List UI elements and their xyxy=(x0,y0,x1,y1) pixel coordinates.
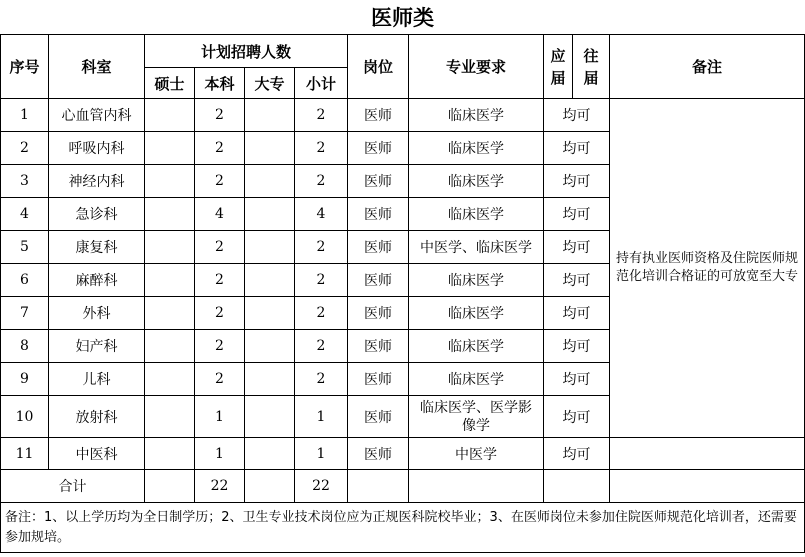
row-seq: 1 xyxy=(1,99,49,132)
row-major: 临床医学 xyxy=(409,264,544,297)
row-master xyxy=(145,297,195,330)
row-grad: 均可 xyxy=(544,198,610,231)
row-college xyxy=(245,330,295,363)
row-college xyxy=(245,396,295,438)
row-master xyxy=(145,198,195,231)
total-subtotal: 22 xyxy=(295,470,348,503)
row-master xyxy=(145,396,195,438)
row-dept: 外科 xyxy=(49,297,145,330)
header-past-bottom: 届 xyxy=(583,68,599,87)
row-grad: 均可 xyxy=(544,330,610,363)
row-bachelor: 2 xyxy=(195,165,245,198)
header-plan: 计划招聘人数 xyxy=(145,35,348,68)
row-dept: 妇产科 xyxy=(49,330,145,363)
row-major: 临床医学 xyxy=(409,297,544,330)
row-seq: 6 xyxy=(1,264,49,297)
row-seq: 9 xyxy=(1,363,49,396)
table-row xyxy=(1,99,805,132)
total-remark xyxy=(610,470,805,503)
header-dept: 科室 xyxy=(49,35,145,99)
row-seq: 7 xyxy=(1,297,49,330)
row-subtotal: 2 xyxy=(295,264,348,297)
row-subtotal: 1 xyxy=(295,438,348,470)
total-position xyxy=(348,470,409,503)
row-dept: 儿科 xyxy=(49,363,145,396)
row-subtotal: 2 xyxy=(295,132,348,165)
row-bachelor: 2 xyxy=(195,99,245,132)
total-master xyxy=(145,470,195,503)
row-position: 医师 xyxy=(348,330,409,363)
row-dept: 中医科 xyxy=(49,438,145,470)
row-master xyxy=(145,363,195,396)
row-seq: 5 xyxy=(1,231,49,264)
row-college xyxy=(245,132,295,165)
row-college xyxy=(245,363,295,396)
header-fresh-bottom: 届 xyxy=(550,68,566,87)
row-grad: 均可 xyxy=(544,363,610,396)
row-position: 医师 xyxy=(348,165,409,198)
row-master xyxy=(145,132,195,165)
row-major: 中医学 xyxy=(409,438,544,470)
row-grad: 均可 xyxy=(544,438,610,470)
header-subtotal: 小计 xyxy=(295,68,348,99)
row-grad: 均可 xyxy=(544,231,610,264)
row-bachelor: 2 xyxy=(195,231,245,264)
row-bachelor: 4 xyxy=(195,198,245,231)
row-college xyxy=(245,198,295,231)
total-bachelor: 22 xyxy=(195,470,245,503)
row-position: 医师 xyxy=(348,198,409,231)
row-bachelor: 2 xyxy=(195,264,245,297)
row-major: 临床医学 xyxy=(409,165,544,198)
row-seq: 4 xyxy=(1,198,49,231)
footnote-row xyxy=(1,503,805,553)
row-major: 临床医学 xyxy=(409,132,544,165)
row-position: 医师 xyxy=(348,363,409,396)
row-grad: 均可 xyxy=(544,99,610,132)
row-seq: 8 xyxy=(1,330,49,363)
row-seq: 2 xyxy=(1,132,49,165)
row-master xyxy=(145,330,195,363)
row-grad: 均可 xyxy=(544,165,610,198)
header-remark: 备注 xyxy=(610,35,805,99)
row-remark-empty xyxy=(610,438,805,470)
header-past-grad xyxy=(573,35,610,99)
row-master xyxy=(145,99,195,132)
table-row xyxy=(1,438,805,470)
row-dept: 麻醉科 xyxy=(49,264,145,297)
row-seq: 3 xyxy=(1,165,49,198)
row-dept: 心血管内科 xyxy=(49,99,145,132)
total-label: 合计 xyxy=(1,470,145,503)
row-master xyxy=(145,264,195,297)
row-grad: 均可 xyxy=(544,264,610,297)
row-subtotal: 2 xyxy=(295,363,348,396)
row-position: 医师 xyxy=(348,438,409,470)
row-position: 医师 xyxy=(348,231,409,264)
row-major-line2: 像学 xyxy=(462,417,491,434)
header-position: 岗位 xyxy=(348,35,409,99)
row-college xyxy=(245,99,295,132)
row-bachelor: 1 xyxy=(195,396,245,438)
header-college: 大专 xyxy=(245,68,295,99)
recruitment-table xyxy=(0,34,805,553)
header-bachelor: 本科 xyxy=(195,68,245,99)
header-master: 硕士 xyxy=(145,68,195,99)
row-major xyxy=(409,396,544,438)
row-dept: 放射科 xyxy=(49,396,145,438)
row-grad: 均可 xyxy=(544,396,610,438)
row-subtotal: 2 xyxy=(295,99,348,132)
header-seq: 序号 xyxy=(1,35,49,99)
row-bachelor: 2 xyxy=(195,363,245,396)
row-position: 医师 xyxy=(348,297,409,330)
row-subtotal: 2 xyxy=(295,165,348,198)
row-major: 中医学、临床医学 xyxy=(409,231,544,264)
row-position: 医师 xyxy=(348,396,409,438)
row-major: 临床医学 xyxy=(409,363,544,396)
row-major: 临床医学 xyxy=(409,99,544,132)
row-college xyxy=(245,231,295,264)
row-bachelor: 1 xyxy=(195,438,245,470)
header-fresh-top: 应 xyxy=(550,46,566,65)
header-major: 专业要求 xyxy=(409,35,544,99)
row-master xyxy=(145,231,195,264)
total-major xyxy=(409,470,544,503)
row-seq: 11 xyxy=(1,438,49,470)
row-college xyxy=(245,165,295,198)
total-row xyxy=(1,470,805,503)
row-dept: 呼吸内科 xyxy=(49,132,145,165)
row-position: 医师 xyxy=(348,99,409,132)
row-grad: 均可 xyxy=(544,297,610,330)
row-position: 医师 xyxy=(348,264,409,297)
row-seq: 10 xyxy=(1,396,49,438)
row-subtotal: 1 xyxy=(295,396,348,438)
row-college xyxy=(245,438,295,470)
row-bachelor: 2 xyxy=(195,297,245,330)
row-subtotal: 2 xyxy=(295,231,348,264)
row-grad: 均可 xyxy=(544,132,610,165)
row-subtotal: 2 xyxy=(295,330,348,363)
row-college xyxy=(245,264,295,297)
row-master xyxy=(145,438,195,470)
row-bachelor: 2 xyxy=(195,132,245,165)
footnote: 备注：1、以上学历均为全日制学历；2、卫生专业技术岗位应为正规医科院校毕业；3、在医师岗位未参加住院医师规范化培训者，还需要参加规培。 xyxy=(1,503,805,553)
row-position: 医师 xyxy=(348,132,409,165)
row-subtotal: 2 xyxy=(295,297,348,330)
row-major: 临床医学 xyxy=(409,330,544,363)
header-past-top: 往 xyxy=(583,46,599,65)
row-college xyxy=(245,297,295,330)
row-major: 临床医学 xyxy=(409,198,544,231)
row-dept: 急诊科 xyxy=(49,198,145,231)
row-master xyxy=(145,165,195,198)
total-grad xyxy=(544,470,610,503)
row-major-line1: 临床医学、医学影 xyxy=(420,399,533,416)
row-subtotal: 4 xyxy=(295,198,348,231)
total-college xyxy=(245,470,295,503)
row-bachelor: 2 xyxy=(195,330,245,363)
row-dept: 神经内科 xyxy=(49,165,145,198)
row-dept: 康复科 xyxy=(49,231,145,264)
remark-merged: 持有执业医师资格及住院医师规范化培训合格证的可放宽至大专 xyxy=(610,99,805,438)
page-title: 医师类 xyxy=(371,5,434,30)
header-fresh-grad xyxy=(544,35,573,99)
